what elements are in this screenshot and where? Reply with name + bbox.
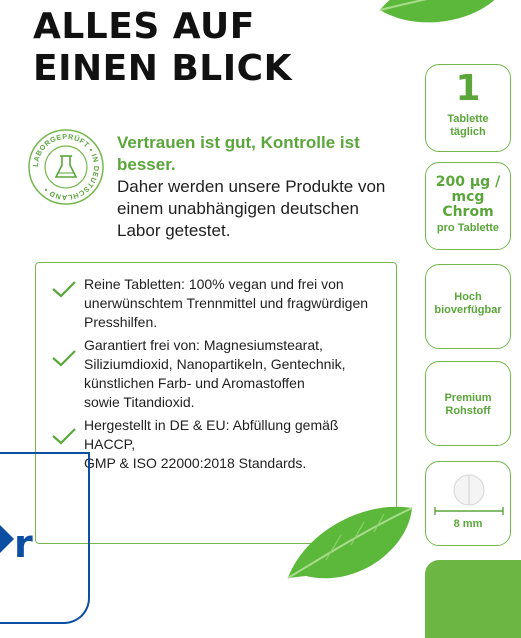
dose-label: Tablette täglich	[447, 113, 489, 138]
svg-text:r: r	[14, 522, 33, 566]
trust-lead: Vertrauen ist gut, Kontrolle ist besser.	[117, 133, 360, 174]
lab-tested-seal	[27, 128, 105, 206]
bio-line: bioverfügbar	[434, 304, 502, 316]
benefit-text: Reine Tabletten: 100% vegan und frei von unerwünschtem Trennmittel und fragwürdigen Presshilfen.	[84, 276, 369, 330]
premium-line: Rohstoff	[445, 405, 491, 417]
trust-body-line: Daher werden unsere Produkte von	[117, 177, 386, 196]
brand-logo	[0, 515, 60, 575]
title-line-2: EINEN BLICK	[33, 48, 292, 89]
benefit-item	[50, 416, 385, 473]
lab-flask-icon	[56, 156, 76, 177]
title-line-1: ALLES AUF	[33, 6, 255, 47]
bio-line: Hoch	[454, 291, 482, 303]
check-icon	[50, 336, 84, 412]
trust-body	[117, 176, 417, 242]
green-corner-tab	[425, 560, 521, 638]
amount-sub: pro Tablette	[436, 222, 500, 234]
benefit-text: Garantiert frei von: Magnesiumstearat, Siliziumdioxid, Nanopartikeln, Gentechnik, künstlichen Farb- und Aromastoffen sowie Titandioxid.	[84, 337, 346, 410]
benefit-item	[50, 336, 385, 412]
page-title	[33, 6, 292, 90]
benefit-item	[50, 275, 385, 332]
bioavailability-badge	[425, 264, 511, 349]
tablet-size-badge	[425, 461, 511, 546]
leaf-decoration-top	[372, 0, 512, 30]
leaf-decoration-bottom	[286, 500, 416, 585]
premium-line: Premium	[444, 392, 492, 404]
tablet-size-label: 8 mm	[453, 518, 483, 530]
amount-line: 200 µg /	[435, 174, 501, 190]
amount-line: Chrom	[442, 204, 494, 220]
benefit-text: Hergestellt in DE & EU: Abfüllung gemäß HACCP, GMP & ISO 22000:2018 Standards.	[84, 417, 339, 471]
dose-number: 1	[455, 68, 481, 109]
check-icon	[50, 275, 84, 332]
svg-text:LABORGEPRÜFT • IN DEUTSCHLAND: LABORGEPRÜFT • IN DEUTSCHLAND •	[30, 131, 102, 203]
trust-body-line: einem unabhängigen deutschen	[117, 199, 359, 218]
dose-badge	[425, 64, 511, 152]
tablet-icon	[426, 462, 512, 547]
trust-statement	[117, 132, 417, 242]
trust-body-line: Labor getestet.	[117, 221, 231, 240]
amount-line: mcg	[451, 189, 485, 205]
premium-badge	[425, 361, 511, 446]
amount-badge	[425, 162, 511, 250]
